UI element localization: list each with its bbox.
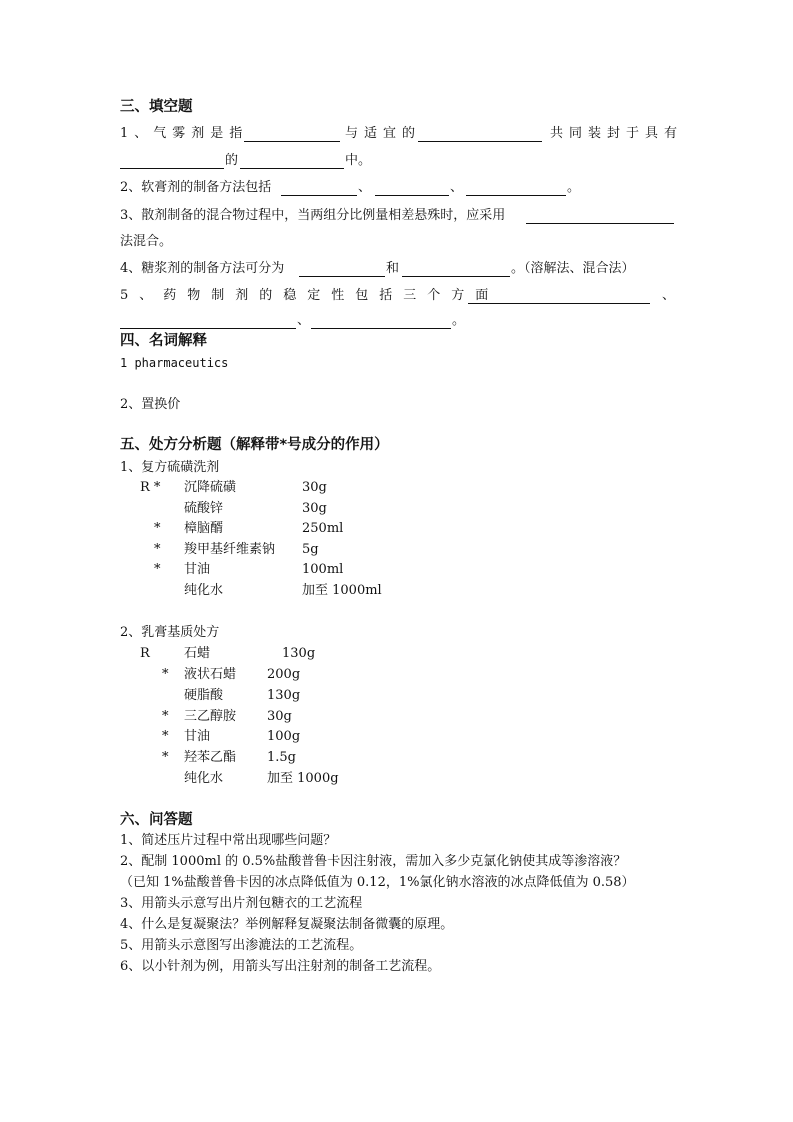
q5-sep1: 、 (662, 288, 676, 303)
q4-end: 。（溶解法、混合法） (511, 261, 635, 276)
rx2-amount: 200g (267, 667, 301, 682)
rx2-ingredient: 羟苯乙酯 (184, 750, 237, 765)
q4-blank-1[interactable] (299, 276, 385, 277)
rx1-amount: 5g (302, 542, 319, 557)
rx2-amount: 1.5g (267, 750, 296, 765)
rx1-ingredient: 樟脑醑 (184, 521, 224, 536)
q3-end: 法混合。 (120, 234, 173, 249)
rx2-ingredient: 石蜡 (184, 646, 211, 661)
rx1-ingredient: 硫酸锌 (184, 501, 224, 516)
rx2-amount: 130g (267, 688, 301, 703)
question-3: 3、用箭头示意写出片剂包糖衣的工艺流程 (120, 896, 363, 911)
question-5: 5、用箭头示意图写出渗漉法的工艺流程。 (120, 938, 363, 953)
q4-mid: 和 (386, 261, 400, 276)
q4-prefix: 4、糖浆剂的制备方法可分为 (120, 261, 285, 276)
q5-blank-1[interactable] (468, 303, 650, 304)
rx2-amount: 30g (267, 709, 292, 724)
question-2: 2、配制 1000ml 的 0.5%盐酸普鲁卡因注射液，需加入多少克氯化钠使其成等渗溶液？ (120, 854, 627, 869)
rx2-amount: 加至 1000g (267, 771, 339, 786)
q1-prefix: 1、气雾剂是指 (120, 126, 249, 141)
section5-title: 五、处方分析题（解释带*号成分的作用） (120, 437, 389, 453)
rx2-amount: 130g (282, 646, 316, 661)
rx2-ingredient: 硬脂酸 (184, 688, 224, 703)
rx2-mark: * (162, 709, 169, 724)
q3-blank-1[interactable] (526, 223, 674, 224)
rx1-ingredient: 羧甲基纤维素钠 (184, 542, 276, 557)
q2-blank-1[interactable] (281, 195, 357, 196)
q3-prefix: 3、散剂制备的混合物过程中，当两组分比例量相差悬殊时，应采用 (120, 208, 506, 223)
rx1-amount: 30g (302, 501, 327, 516)
q2-sep2: 、 (450, 180, 464, 195)
rx2-title: 2、乳膏基质处方 (120, 625, 220, 640)
q5-prefix: 5、药物制剂的稳定性包括三个方面 (120, 288, 500, 303)
q2-blank-2[interactable] (375, 195, 449, 196)
q2-end: 。 (567, 180, 581, 195)
section4-title: 四、名词解释 (120, 333, 207, 349)
q5-blank-3[interactable] (311, 328, 451, 329)
rx1-mark: * (154, 562, 161, 577)
rx1-mark: * (154, 521, 161, 536)
rx1-mark: * (154, 542, 161, 557)
rx1-mark: R * (140, 480, 161, 495)
question-2-note: （已知 1%盐酸普鲁卡因的冰点降低值为 0.12，1%氯化钠水溶液的冰点降低值为 0.58） (120, 875, 635, 890)
q1-mid2: 共同装封于具有 (550, 126, 684, 141)
rx1-amount: 250ml (302, 521, 344, 536)
q2-blank-3[interactable] (466, 195, 566, 196)
rx1-title: 1、复方硫磺洗剂 (120, 460, 220, 475)
section6-title: 六、问答题 (120, 812, 193, 828)
rx2-mark: * (162, 750, 169, 765)
rx1-ingredient: 沉降硫磺 (184, 480, 237, 495)
q5-sep2: 、 (297, 313, 311, 328)
q5-end: 。 (452, 313, 466, 328)
rx1-ingredient: 纯化水 (184, 583, 224, 598)
q1-blank-2[interactable] (418, 141, 542, 142)
rx2-amount: 100g (267, 729, 301, 744)
rx1-amount: 加至 1000ml (302, 583, 382, 598)
rx2-mark: R (140, 646, 150, 661)
q1-blank-4[interactable] (240, 168, 344, 169)
q2-prefix: 2、软膏剂的制备方法包括 (120, 180, 272, 195)
rx1-amount: 30g (302, 480, 327, 495)
q1-end: 中。 (345, 153, 372, 168)
rx2-ingredient: 纯化水 (184, 771, 224, 786)
q2-sep1: 、 (358, 180, 372, 195)
term-2: 2、置换价 (120, 397, 181, 412)
q1-mid3: 的 (225, 153, 239, 168)
q1-blank-3[interactable] (120, 168, 224, 169)
term-1: 1 pharmaceutics (120, 356, 229, 370)
rx1-ingredient: 甘油 (184, 562, 211, 577)
rx2-mark: * (162, 667, 169, 682)
q4-blank-2[interactable] (402, 276, 510, 277)
q1-mid1: 与适宜的 (345, 126, 422, 141)
rx2-ingredient: 液状石蜡 (184, 667, 237, 682)
rx2-ingredient: 三乙醇胺 (184, 709, 237, 724)
q5-blank-2[interactable] (120, 328, 296, 329)
rx1-amount: 100ml (302, 562, 344, 577)
question-6: 6、以小针剂为例，用箭头写出注射剂的制备工艺流程。 (120, 959, 441, 974)
rx2-mark: * (162, 729, 169, 744)
question-1: 1、简述压片过程中常出现哪些问题？ (120, 833, 337, 848)
rx2-ingredient: 甘油 (184, 729, 211, 744)
section3-title: 三、填空题 (120, 99, 193, 115)
q1-blank-1[interactable] (244, 141, 340, 142)
question-4: 4、什么是复凝聚法？举例解释复凝聚法制备微囊的原理。 (120, 917, 454, 932)
